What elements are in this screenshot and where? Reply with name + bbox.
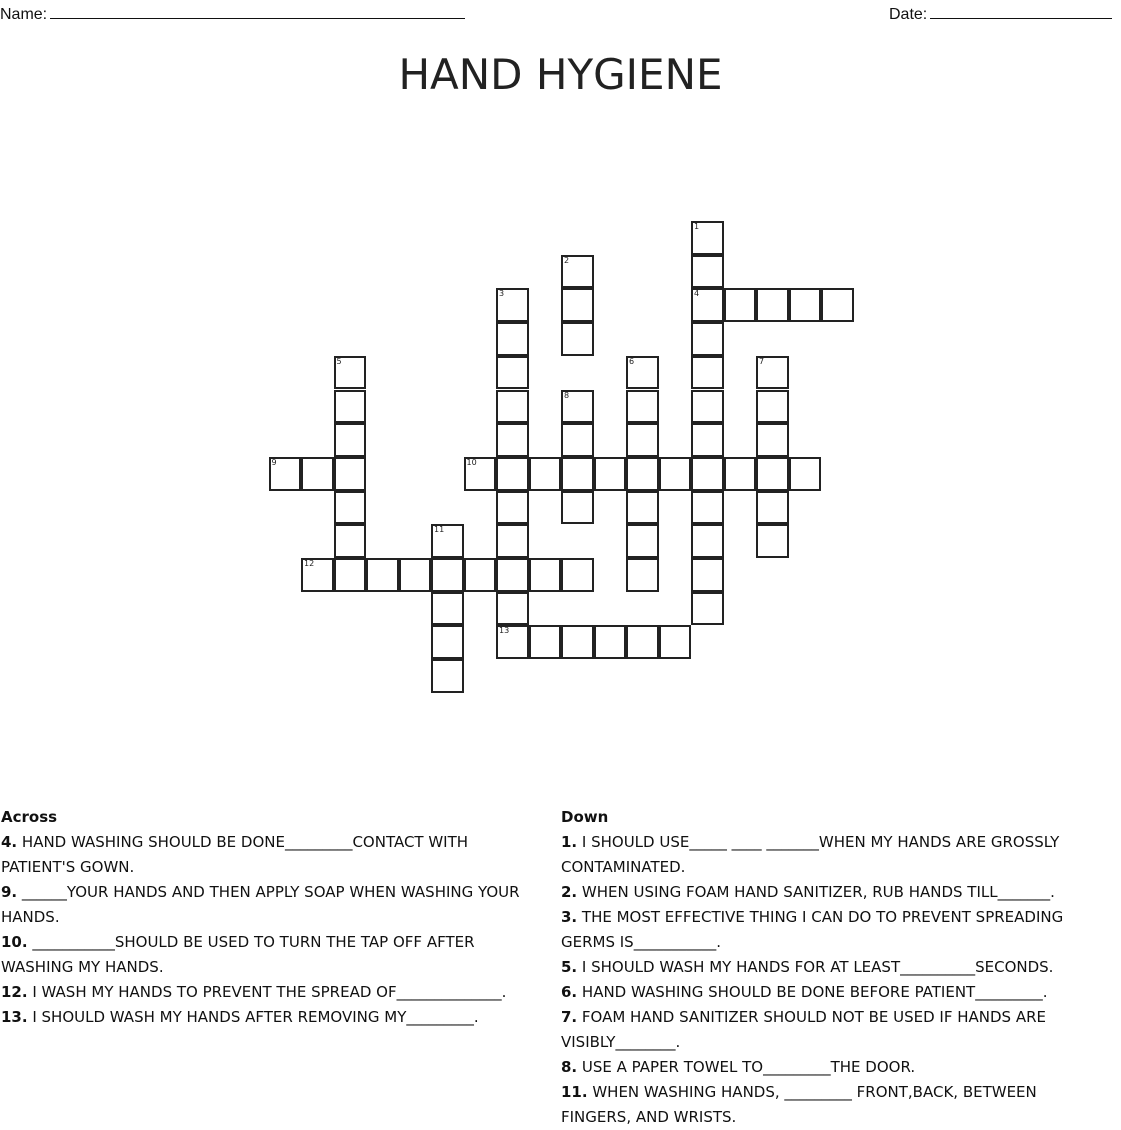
grid-cell[interactable] [691,457,724,491]
grid-cell[interactable] [691,592,724,626]
grid-cell[interactable] [431,659,464,693]
down-clue [561,1055,1101,1080]
grid-cell[interactable] [496,423,529,457]
grid-cell[interactable] [724,457,757,491]
date-label: Date: [889,6,928,23]
grid-cell[interactable] [626,491,659,525]
grid-cell[interactable] [821,288,854,322]
grid-cell[interactable] [691,322,724,356]
down-clue [561,1080,1101,1130]
grid-cell[interactable] [496,356,529,390]
grid-cell[interactable] [431,592,464,626]
grid-cell[interactable] [756,356,789,390]
clue-number-label: 10 [466,457,477,467]
grid-cell[interactable] [496,322,529,356]
clue-number-label: 5 [336,356,342,366]
across-clue-text: I SHOULD WASH MY HANDS AFTER REMOVING MY_________. [27,1008,479,1026]
down-heading: Down [561,808,609,826]
grid-cell[interactable] [659,625,692,659]
date-blank-line[interactable] [930,4,1112,19]
grid-cell[interactable] [496,288,529,322]
down-clue-number: 8. [561,1058,578,1076]
down-clue-number: 2. [561,883,578,901]
down-clue [561,830,1101,880]
clue-number-label: 9 [271,457,277,467]
grid-cell[interactable] [626,625,659,659]
down-clue [561,880,1101,905]
down-clue-text: WHEN WASHING HANDS, _________ FRONT,BACK, BETWEEN FINGERS, AND WRISTS. [561,1083,1037,1126]
grid-cell[interactable] [334,491,367,525]
name-label: Name: [0,6,48,23]
grid-cell[interactable] [691,491,724,525]
grid-cell[interactable] [756,423,789,457]
clue-number-label: 2 [564,255,570,265]
grid-cell[interactable] [496,625,529,659]
grid-cell[interactable] [626,524,659,558]
grid-cell[interactable] [756,288,789,322]
clue-number-label: 13 [499,626,510,636]
across-heading: Across [1,808,58,826]
grid-cell[interactable] [626,356,659,390]
down-clue-text: WHEN USING FOAM HAND SANITIZER, RUB HANDS TILL_______. [577,883,1055,901]
across-clue [1,830,546,880]
down-clue-list [561,830,1101,1130]
grid-cell[interactable] [626,558,659,592]
down-clue-number: 5. [561,958,578,976]
grid-cell[interactable] [756,524,789,558]
grid-cell[interactable] [334,524,367,558]
across-clue [1,880,546,930]
down-clue-number: 11. [561,1083,588,1101]
grid-cell[interactable] [496,558,529,592]
name-blank-line[interactable] [50,4,465,19]
grid-cell[interactable] [496,390,529,424]
grid-cell[interactable] [529,558,562,592]
grid-cell[interactable] [626,423,659,457]
grid-cell[interactable] [691,221,724,255]
grid-cell[interactable] [691,558,724,592]
grid-cell[interactable] [691,255,724,289]
grid-cell[interactable] [756,491,789,525]
grid-cell[interactable] [594,457,627,491]
grid-cell[interactable] [269,457,302,491]
down-clue [561,1005,1101,1055]
clue-number-label: 11 [434,525,445,535]
clue-number-label: 4 [694,289,700,299]
grid-cell[interactable] [464,558,497,592]
date-field[interactable] [889,4,1112,24]
grid-cell[interactable] [529,625,562,659]
clue-number-label: 8 [564,390,570,400]
clues-down-section [561,805,1101,1130]
down-clue-text: THE MOST EFFECTIVE THING I CAN DO TO PREVENT SPREADING GERMS IS___________. [561,908,1064,951]
grid-cell[interactable] [431,558,464,592]
down-clue-text: HAND WASHING SHOULD BE DONE BEFORE PATIENT_________. [577,983,1048,1001]
grid-cell[interactable] [529,457,562,491]
grid-cell[interactable] [789,457,822,491]
grid-cell[interactable] [561,288,594,322]
clue-number-label: 7 [759,356,765,366]
grid-cell[interactable] [496,592,529,626]
grid-cell[interactable] [626,390,659,424]
grid-cell[interactable] [399,558,432,592]
page-title: HAND HYGIENE [398,50,723,99]
grid-cell[interactable] [334,558,367,592]
grid-cell[interactable] [334,356,367,390]
down-clue-number: 1. [561,833,578,851]
grid-cell[interactable] [691,423,724,457]
down-clue-text: FOAM HAND SANITIZER SHOULD NOT BE USED IF HANDS ARE VISIBLY________. [561,1008,1047,1051]
grid-cell[interactable] [431,524,464,558]
down-clue [561,955,1101,980]
grid-cell[interactable] [561,491,594,525]
down-clue-number: 6. [561,983,578,1001]
grid-cell[interactable] [626,457,659,491]
grid-cell[interactable] [561,457,594,491]
grid-cell[interactable] [464,457,497,491]
across-clue-number: 10. [1,933,28,951]
across-clue [1,1005,546,1030]
clue-number-label: 12 [304,559,315,568]
across-clue [1,930,546,980]
down-clue-text: I SHOULD USE_____ ____ _______WHEN MY HANDS ARE GROSSLY CONTAMINATED. [561,833,1060,876]
grid-cell[interactable] [561,255,594,289]
grid-cell[interactable] [691,356,724,390]
grid-cell[interactable] [561,625,594,659]
grid-cell[interactable] [789,288,822,322]
across-clue-text: I WASH MY HANDS TO PREVENT THE SPREAD OF______________. [27,983,507,1001]
grid-cell[interactable] [431,625,464,659]
grid-cell[interactable] [496,524,529,558]
grid-cell[interactable] [659,457,692,491]
grid-cell[interactable] [594,625,627,659]
grid-cell[interactable] [301,457,334,491]
grid-cell[interactable] [496,491,529,525]
grid-cell[interactable] [334,423,367,457]
clue-number-label: 6 [629,356,635,366]
across-clue-text: HAND WASHING SHOULD BE DONE_________CONTACT WITH PATIENT'S GOWN. [1,833,469,876]
across-clue-number: 13. [1,1008,28,1026]
across-clue-list [1,830,546,1030]
grid-cell[interactable] [561,390,594,424]
name-field[interactable] [0,4,465,24]
grid-cell[interactable] [561,423,594,457]
across-clue-text: ______YOUR HANDS AND THEN APPLY SOAP WHEN WASHING YOUR HANDS. [1,883,520,926]
down-clue-number: 7. [561,1008,578,1026]
grid-cell[interactable] [561,322,594,356]
down-clue [561,905,1101,955]
across-clue [1,980,546,1005]
down-clue-text: I SHOULD WASH MY HANDS FOR AT LEAST__________SECONDS. [577,958,1054,976]
across-clue-number: 9. [1,883,18,901]
down-clue-number: 3. [561,908,578,926]
grid-cell[interactable] [496,457,529,491]
grid-cell[interactable] [724,288,757,322]
clue-number-label: 1 [694,222,700,231]
grid-cell[interactable] [691,390,724,424]
grid-cell[interactable] [334,390,367,424]
grid-cell[interactable] [561,558,594,592]
grid-cell[interactable] [691,288,724,322]
across-clue-number: 4. [1,833,18,851]
down-clue [561,980,1101,1005]
across-clue-text: ___________SHOULD BE USED TO TURN THE TAP OFF AFTER WASHING MY HANDS. [1,933,475,976]
down-clue-text: USE A PAPER TOWEL TO_________THE DOOR. [577,1058,916,1076]
grid-cell[interactable] [756,390,789,424]
grid-cell[interactable] [334,457,367,491]
grid-cell[interactable] [756,457,789,491]
grid-cell[interactable] [301,558,334,592]
clues-across-section [1,805,546,1030]
grid-cell[interactable] [691,524,724,558]
grid-cell[interactable] [366,558,399,592]
across-clue-number: 12. [1,983,28,1001]
clue-number-label: 3 [499,289,505,299]
